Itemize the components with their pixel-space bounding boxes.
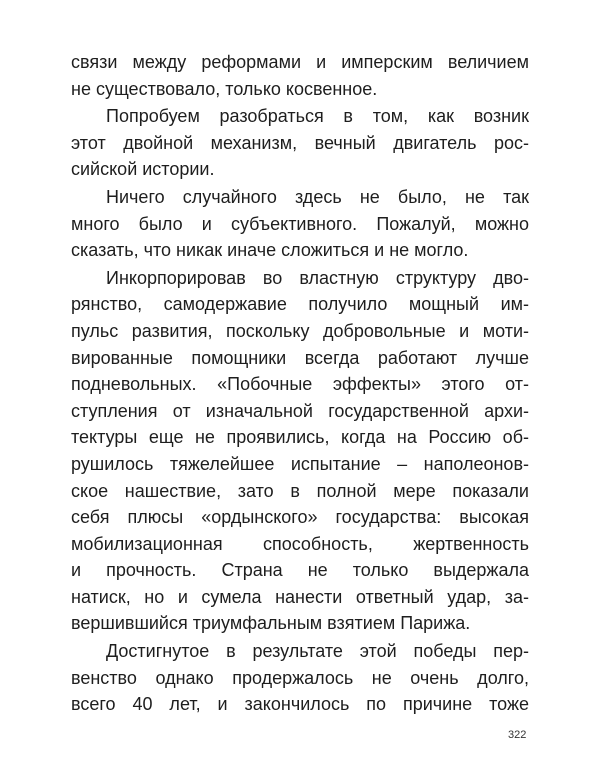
paragraph-5 xyxy=(71,638,529,718)
text-line: ступления от изначальной государственной архи- xyxy=(71,400,529,421)
text-line: пульс развития, поскольку добровольные и моти- xyxy=(71,320,529,341)
text-line: вированные помощники всегда работают лучше xyxy=(71,347,529,368)
paragraph-1 xyxy=(71,49,529,102)
text-line: вершившийся триумфальным взятием Парижа. xyxy=(71,613,471,634)
text-line: Попробуем разобраться в том, как возник xyxy=(106,106,529,127)
text-line: всего 40 лет, и закончилось по причине тоже xyxy=(71,694,529,715)
page-body xyxy=(71,49,529,719)
text-line: сказать, что никак иначе сложиться и не могло. xyxy=(71,240,469,261)
text-line: ское нашествие, зато в полной мере показали xyxy=(71,480,529,501)
text-line: подневольных. «Побочные эффекты» этого от- xyxy=(71,374,529,395)
text-line: себя плюсы «ордынского» государства: высокая xyxy=(71,507,529,528)
paragraph-3 xyxy=(71,184,529,264)
text-line: сийской истории. xyxy=(71,159,215,180)
text-line: Достигнутое в результате этой победы пер- xyxy=(106,641,529,662)
text-line: рянство, самодержавие получило мощный им- xyxy=(71,294,529,315)
text-line: не существовало, только косвенное. xyxy=(71,78,378,99)
paragraph-2 xyxy=(71,103,529,183)
text-line: мобилизационная способность, жертвенность xyxy=(71,533,529,554)
text-line: много было и субъективного. Пожалуй, можно xyxy=(71,213,529,234)
text-line: тектуры еще не проявились, когда на Россию об- xyxy=(71,427,529,448)
text-line: этот двойной механизм, вечный двигатель рос- xyxy=(71,132,529,153)
text-line: Инкорпорировав во властную структуру дво- xyxy=(106,267,529,288)
text-line: и прочность. Страна не только выдержала xyxy=(71,560,529,581)
text-line: натиск, но и сумела нанести ответный удар, за- xyxy=(71,586,529,607)
page-number: 322 xyxy=(508,729,527,741)
text-line: венство однако продержалось не очень долго, xyxy=(71,667,529,688)
paragraph-4 xyxy=(71,265,529,637)
text-line: связи между реформами и имперским величием xyxy=(71,52,529,72)
text-line: рушилось тяжелейшее испытание – наполеонов- xyxy=(71,453,529,474)
text-line: Ничего случайного здесь не было, не так xyxy=(106,186,529,207)
